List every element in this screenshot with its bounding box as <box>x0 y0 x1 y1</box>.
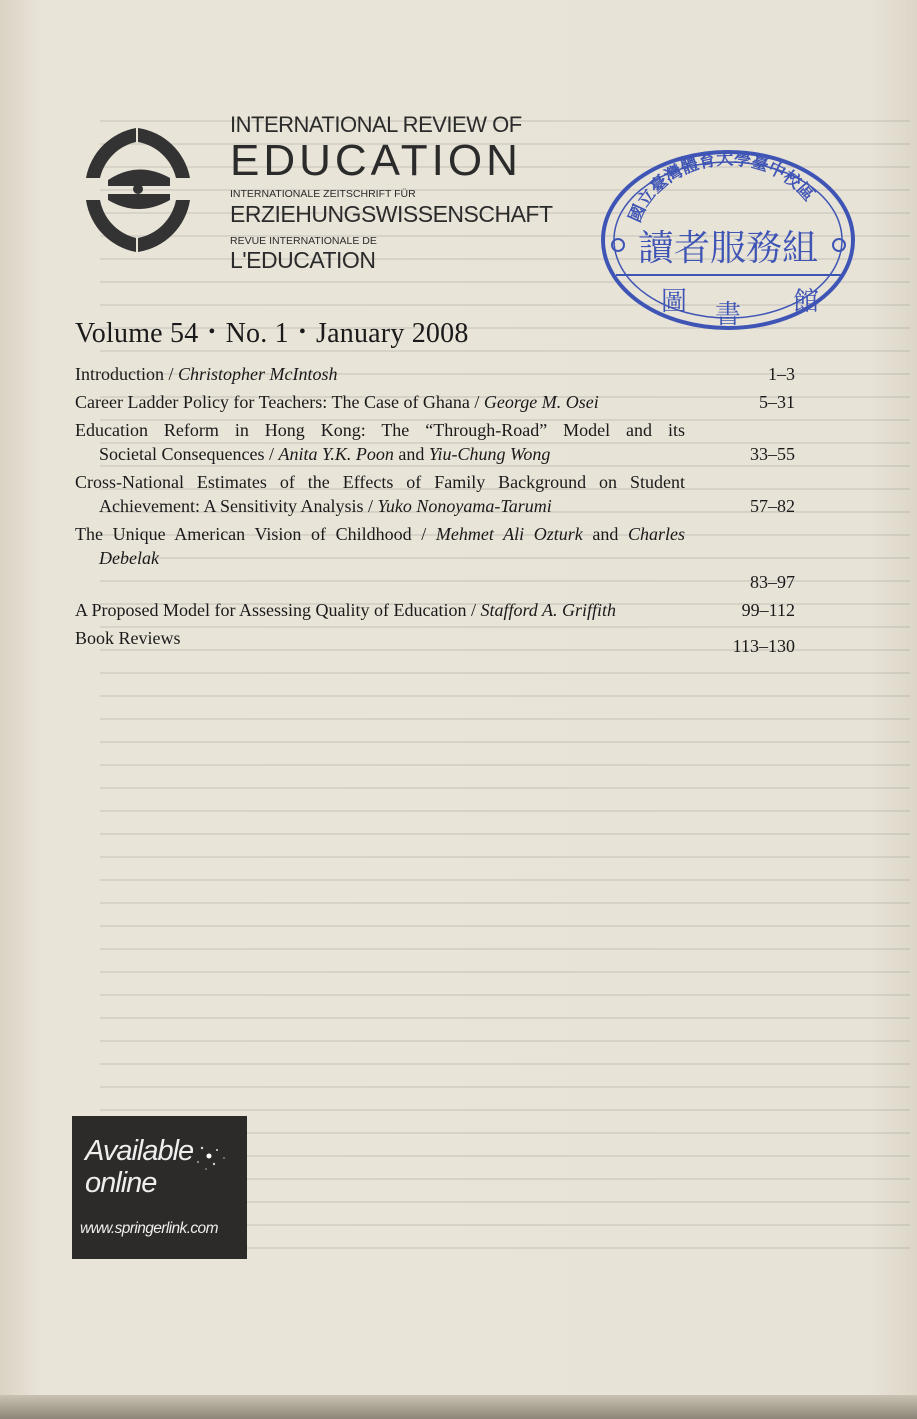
stamp-flower-right-icon <box>833 239 845 251</box>
scan-bottom-edge <box>0 1395 917 1419</box>
toc-author: Christopher McIntosh <box>177 364 338 384</box>
toc-entry-hong-kong[interactable] <box>75 418 795 466</box>
toc-pages: 5–31 <box>759 392 795 412</box>
sparkle-icon <box>184 1136 234 1176</box>
masthead-title-education: EDUCATION <box>230 136 522 185</box>
toc-entry-ghana[interactable] <box>75 390 795 414</box>
bullet-separator: • <box>208 321 216 344</box>
toc-author: Yuko Nonoyama-Tarumi <box>377 496 552 516</box>
masthead-title-line1: INTERNATIONAL REVIEW OF <box>230 112 522 137</box>
stamp-ring-text: 國立臺灣體育大學臺中校區 <box>625 149 819 226</box>
svg-text:國立臺灣體育大學臺中校區 <box>625 148 819 225</box>
stamp-char-right: 館 <box>792 287 820 317</box>
journal-masthead <box>230 112 610 273</box>
toc-entry-introduction[interactable] <box>75 362 795 386</box>
available-online-badge[interactable] <box>72 1116 247 1259</box>
springerlink-url[interactable]: www.springerlink.com <box>80 1220 218 1237</box>
issue-line <box>75 318 469 350</box>
stamp-center-text: 讀者服務組 <box>637 228 819 269</box>
library-stamp <box>596 135 861 330</box>
masthead-german-title: ERZIEHUNGSWISSENSCHAFT <box>230 201 553 227</box>
toc-title-line2: Societal Consequences / <box>99 444 279 464</box>
toc-and: and <box>393 444 429 464</box>
toc-title-line1: Education Reform in Hong Kong: The “Through-Road” Model and its <box>75 420 685 440</box>
toc-title-line1: Cross-National Estimates of the Effects of Family Background on Student <box>75 472 685 492</box>
toc-author: George M. Osei <box>483 392 599 412</box>
issue-number: No. 1 <box>225 318 289 349</box>
toc-entry-childhood[interactable] <box>75 522 795 594</box>
available-label: Available <box>85 1135 194 1167</box>
toc-entry-cross-national[interactable] <box>75 470 795 518</box>
toc-author-2: Charles <box>628 524 686 544</box>
masthead-german-small: INTERNATIONALE ZEITSCHRIFT FÜR <box>230 188 416 200</box>
table-of-contents <box>75 362 795 654</box>
journal-logo-icon <box>78 120 196 260</box>
toc-author: Mehmet Ali Ozturk <box>435 524 583 544</box>
toc-title-line1: The Unique American Vision of Childhood / <box>75 524 436 544</box>
toc-pages: 113–130 <box>732 636 795 656</box>
masthead-french-title: L'EDUCATION <box>230 247 376 273</box>
toc-title-line2: Achievement: A Sensitivity Analysis / <box>99 496 378 516</box>
masthead-french-small: REVUE INTERNATIONALE DE <box>230 235 377 247</box>
issue-volume: Volume 54 <box>75 318 199 349</box>
toc-title: A Proposed Model for Assessing Quality of Education / <box>75 600 481 620</box>
toc-title: Introduction / <box>75 364 178 384</box>
toc-pages: 99–112 <box>741 600 795 620</box>
online-label: online <box>85 1167 157 1199</box>
toc-title: Career Ladder Policy for Teachers: The Case of Ghana / <box>75 392 484 412</box>
toc-and: and <box>582 524 628 544</box>
toc-pages: 1–3 <box>768 364 795 384</box>
toc-title: Book Reviews <box>75 628 181 648</box>
toc-entry-book-reviews[interactable] <box>75 626 795 656</box>
toc-pages: 83–97 <box>750 572 795 592</box>
stamp-char-left: 圖 <box>660 287 688 317</box>
stamp-char-mid: 書 <box>714 300 742 330</box>
toc-author-2-continued: Debelak <box>99 548 159 568</box>
toc-author: Stafford A. Griffith <box>480 600 616 620</box>
issue-date: January 2008 <box>316 318 469 349</box>
toc-entry-quality-model[interactable] <box>75 598 795 622</box>
toc-author-2: Yiu-Chung Wong <box>428 444 551 464</box>
toc-pages: 57–82 <box>750 496 795 516</box>
toc-author: Anita Y.K. Poon <box>278 444 394 464</box>
bullet-separator: • <box>298 321 307 344</box>
toc-pages: 33–55 <box>750 444 795 464</box>
